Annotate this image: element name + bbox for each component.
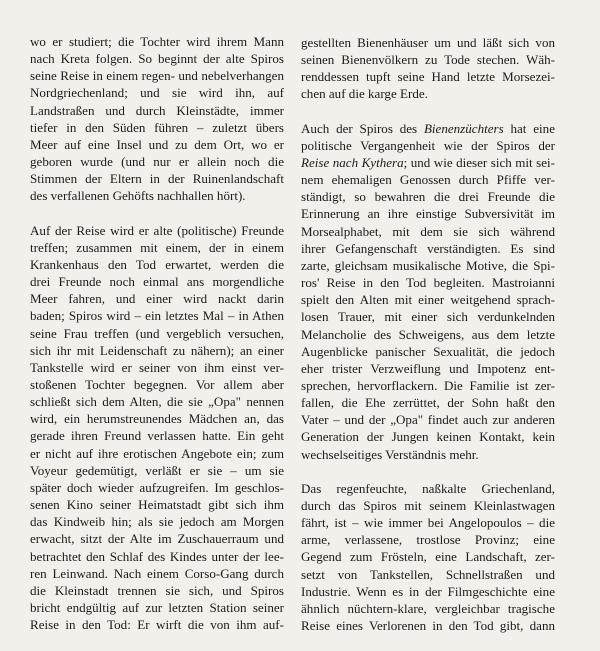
text-line: zarte, gleichsam musikalische Motive, die Spi- (301, 257, 555, 273)
text-line: Krankenhaus den Tod erwartet, werden die (30, 256, 284, 272)
text-line: ren Leinwand. Nach einem Corso-Gang durch (30, 565, 284, 581)
right-paragraph-3 (301, 480, 555, 634)
text-line: gestellten Bienenhäuser um und läßt sich von (301, 35, 555, 50)
text-line: Voyeur gedemütigt, verläßt er sie – um sie (30, 462, 284, 478)
text-line: losen Trauer, mit einer sich verdunkelnden (301, 309, 555, 325)
text-line: politische Vergangenheit wie der Spiros der (301, 137, 555, 153)
text-line: Reise eines Verlorenen in den Tod gibt, dann (301, 618, 555, 633)
text-line: betrachtet den Schlaf des Kindes unter der lee- (30, 548, 284, 564)
text-line: Vater – und der „Opa" findet auch zur anderen (301, 412, 555, 428)
text-line: nach Kreta folgen. So beginnt der alte Spiros (30, 51, 284, 67)
text-line: arme, verlassene, trostlose Provinz; eine (301, 532, 555, 548)
text-line: Stimmen der Eltern in der Ruinenlandschaft (30, 171, 284, 187)
text-line: Meer auf eine Insel und zu dem Ort, wo er (30, 136, 284, 152)
text-line: erwacht, sitzt der Alte im Zuschauerraum und (30, 531, 284, 547)
text-line: durch das Spiros mit seinem Kleinlastwagen (301, 497, 555, 513)
left-paragraph-2 (30, 222, 284, 634)
text-line: Melancholie des Schweigens, aus dem letzte (301, 326, 555, 342)
text-line: Tankstelle wird er seiner von ihm einst ver- (30, 359, 284, 375)
text-line: spielt den Alten mit einer weitgehend sprach- (301, 292, 555, 308)
text-line: wechselseitiges Verständnis mehr. (301, 446, 479, 462)
text-line: drei Freunde noch einmal ans morgendliche (30, 274, 284, 290)
text-line: Reise in den Tod: Er wirft die von ihm auf- (30, 617, 284, 633)
text-line: senen Kino seiner Heimatstadt gibt sich ihm (30, 497, 284, 513)
text-line: schließt sich dem Alten, die sie „Opa" nennen (30, 394, 284, 410)
right-column (301, 34, 555, 651)
text-line: Augenblicke panischer Sexualität, die jedoch (301, 343, 555, 359)
text-line: chen auf die karge Erde. (301, 86, 428, 102)
text-line: Nordgriechenland; und sie wird ihn, auf (30, 85, 284, 101)
text-line: seinen Bienenvölkern zu Tode stechen. Wäh- (301, 52, 555, 68)
text-line: ihrer Gefangenschaft verständigten. Es sind (301, 240, 555, 256)
text-line: die Kleinstadt trennen sie sich, und Spiros (30, 582, 284, 598)
text-line: Generation der Jungen keinen Kontakt, kein (301, 429, 555, 445)
right-paragraph-2 (301, 120, 555, 463)
text-line: ähnlich nüchtern-klare, vergleichbar tragische (301, 600, 555, 616)
text-line: das Kindweib hin; als sie jedoch am Morgen (30, 514, 284, 530)
text-line: seine Frau treffen (und vergeblich versuchen, (30, 325, 284, 341)
text-line: gerade ihren Freund verlassen hatte. Ein geht (30, 428, 284, 444)
left-paragraph-1 (30, 33, 284, 205)
text-line: des verfallenen Gehöfts nachhallen hört). (30, 188, 246, 204)
text-line: setzt von Tankstellen, Schnellstraßen und (301, 566, 555, 582)
text-line: geboren wurde (und nur er allein noch die (30, 154, 284, 170)
text-line: Auf der Reise wird er alte (politische) Freunde (30, 222, 284, 238)
text-line: Morsealphabet, mit dem sie sich während (301, 223, 555, 239)
text-line: fallen, die Ehe zerrüttet, der Sohn haßt den (301, 395, 555, 411)
text-line: seine Reise in einem regen- und nebelverhangen (30, 68, 284, 84)
text-line: nem ehemaligen Genossen durch Pfiffe ver- (301, 172, 555, 188)
text-line: später doch wieder aufzugreifen. Im geschlos- (30, 479, 284, 495)
text-line: stoßenen Tochter begegnen. Vor allem aber (30, 376, 284, 392)
left-column (30, 33, 284, 650)
text-line: wo er studiert; die Tochter wird ihrem Mann (30, 34, 284, 49)
text-line: treffen; zusammen mit einem, der in einem (30, 239, 284, 255)
text-line: Reise nach Kythera; und wie dieser sich mit sei- (301, 154, 555, 170)
right-paragraph-1 (301, 34, 555, 103)
text-line: renddessen tupft seine Hand letzte Morsezei- (301, 69, 555, 85)
text-line: Industrie. Wenn es in der Filmgeschichte eine (301, 583, 555, 599)
text-line: Gegend zum Frösteln, eine Landschaft, zer- (301, 549, 555, 565)
text-line: tiefer in den Süden führen – zuletzt übers (30, 119, 284, 135)
text-line: sich ihr mit Leidenschaft zu nähern); an einer (30, 342, 284, 358)
text-line: baden; Spiros wird – ein letztes Mal – in Athen (30, 308, 284, 324)
film-title: Reise nach Kythera (301, 154, 404, 170)
text-line: Das regenfeuchte, naßkalte Griechenland, (301, 480, 555, 496)
text-line: er nicht auf ihre erotischen Angebote ein; zum (30, 445, 284, 461)
text-line: eher trister Verzweiflung und Impotenz ent- (301, 360, 555, 376)
text-line: Landstraßen und durch Kleinstädte, immer (30, 102, 284, 118)
text-line: Auch der Spiros des Bienenzüchters hat eine (301, 120, 555, 136)
text-line: fährt, ist – wie immer bei Angelopoulos – die (301, 515, 555, 531)
text-line: Erinnerung an ihre einstige Subversivität im (301, 206, 555, 222)
film-title: Bienenzüchters (423, 120, 504, 136)
text-line: sprechen, hervorflackern. Die Familie ist zer- (301, 377, 555, 393)
text-line: wird, ein herumstreunendes Mädchen an, das (30, 411, 284, 427)
text-line: ständigt, so bewahren die drei Freunde die (301, 189, 555, 205)
text-line: Meer fahren, und einer wird nackt darin (30, 291, 284, 307)
text-line: ros' Reise in den Tod begleiten. Mastroianni (301, 275, 555, 291)
text-line: bricht endgültig auf zur letzten Station seiner (30, 600, 284, 615)
